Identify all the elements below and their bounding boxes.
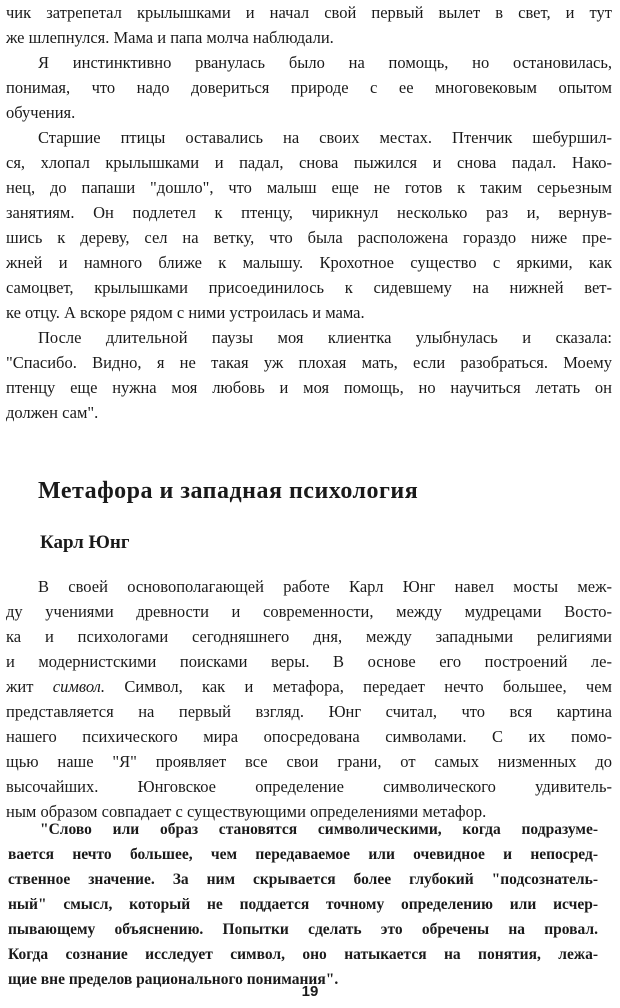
paragraph-continuation <box>6 0 612 50</box>
text-line: нашего психического мира опосредована символами. С их помо- <box>6 727 612 746</box>
text-line: высочайших. Юнговское определение символического удивитель- <box>6 777 612 796</box>
text-line: нец, до папаши "дошло", что малыш еще не готов к таким серьезным <box>6 178 612 197</box>
paragraph-birds <box>6 125 612 325</box>
text-line: самоцвет, крылышками присоединилось к сидевшему на нижней вет- <box>6 278 612 297</box>
quote-line: ный" смысл, который не поддается точному определению или исчер- <box>8 896 598 913</box>
text-line: В своей основополагающей работе Карл Юнг навел мосты меж- <box>38 577 612 596</box>
text-line: Я инстинктивно рванулась было на помощь, но остановилась, <box>38 53 612 72</box>
text-line: и модернистскими поисками веры. В основе его построений ле- <box>6 652 612 671</box>
text-line: ду учениями древности и современности, между мудрецами Восто- <box>6 602 612 621</box>
text-line: щью наше "Я" проявляет все свои грани, от самых низменных до <box>6 752 612 771</box>
text-line: чик затрепетал крылышками и начал свой первый вылет в свет, и тут <box>6 3 612 22</box>
text-line: Старшие птицы оставались на своих местах. Птенчик шебуршил- <box>38 128 612 147</box>
text-line: должен сам". <box>6 403 99 422</box>
text-line: жит символ. Символ, как и метафора, передает нечто большее, чем <box>6 677 612 696</box>
text-line: же шлепнулся. Мама и папа молча наблюдали. <box>6 28 334 47</box>
emphasis-word: символ. <box>52 677 106 696</box>
paragraph-jung <box>6 574 612 824</box>
text-line: понимая, что надо довериться природе с ее многовековым опытом <box>6 78 612 97</box>
paragraph-instinct <box>6 50 612 125</box>
text-line: птенцу еще нужна моя любовь и моя помощь, но научиться летать он <box>6 378 612 397</box>
text-line: После длительной паузы моя клиентка улыбнулась и сказала: <box>38 328 612 347</box>
quote-line: "Слово или образ становятся символическими, когда подразуме- <box>40 821 598 838</box>
section-heading: Метафора и западная психология <box>38 478 419 504</box>
text-line: представляется на первый взгляд. Юнг считал, что вся картина <box>6 702 612 721</box>
text-line: обучения. <box>6 103 76 122</box>
text-line: жней и намного ближе к малышу. Крохотное существо с яркими, как <box>6 253 612 272</box>
text-line: ке отцу. А вскоре рядом с ними устроилась и мама. <box>6 303 365 322</box>
page-number: 19 <box>301 983 319 1000</box>
quote-line: ственное значение. За ним скрывается более глубокий "подсознатель- <box>8 871 598 888</box>
text-line: шись к дереву, сел на ветку, что была расположена гораздо ниже пре- <box>6 228 612 247</box>
subsection-heading: Карл Юнг <box>40 532 130 553</box>
quote-line: Когда сознание исследует символ, оно натыкается на понятия, лежа- <box>8 946 598 963</box>
quote-line: пывающему объяснению. Попытки сделать это обречены на провал. <box>8 921 598 938</box>
jung-quote <box>8 817 598 992</box>
text-line: ным образом совпадает с существующими определениями метафор. <box>6 802 487 821</box>
text-line: занятиям. Он подлетел к птенцу, чирикнул несколько раз и, вернув- <box>6 203 612 222</box>
text-line: ка и психологами сегодняшнего дня, между западными религиями <box>6 627 612 646</box>
paragraph-client <box>6 325 612 425</box>
text-line: ся, хлопал крылышками и падал, снова пыжился и снова падал. Нако- <box>6 153 612 172</box>
text-line: "Спасибо. Видно, я не такая уж плохая мать, если разобраться. Моему <box>6 353 612 372</box>
quote-line: вается нечто большее, чем передаваемое или очевидное и непосред- <box>8 846 598 863</box>
quote-line: щие вне пределов рационального понимания". <box>8 971 339 988</box>
